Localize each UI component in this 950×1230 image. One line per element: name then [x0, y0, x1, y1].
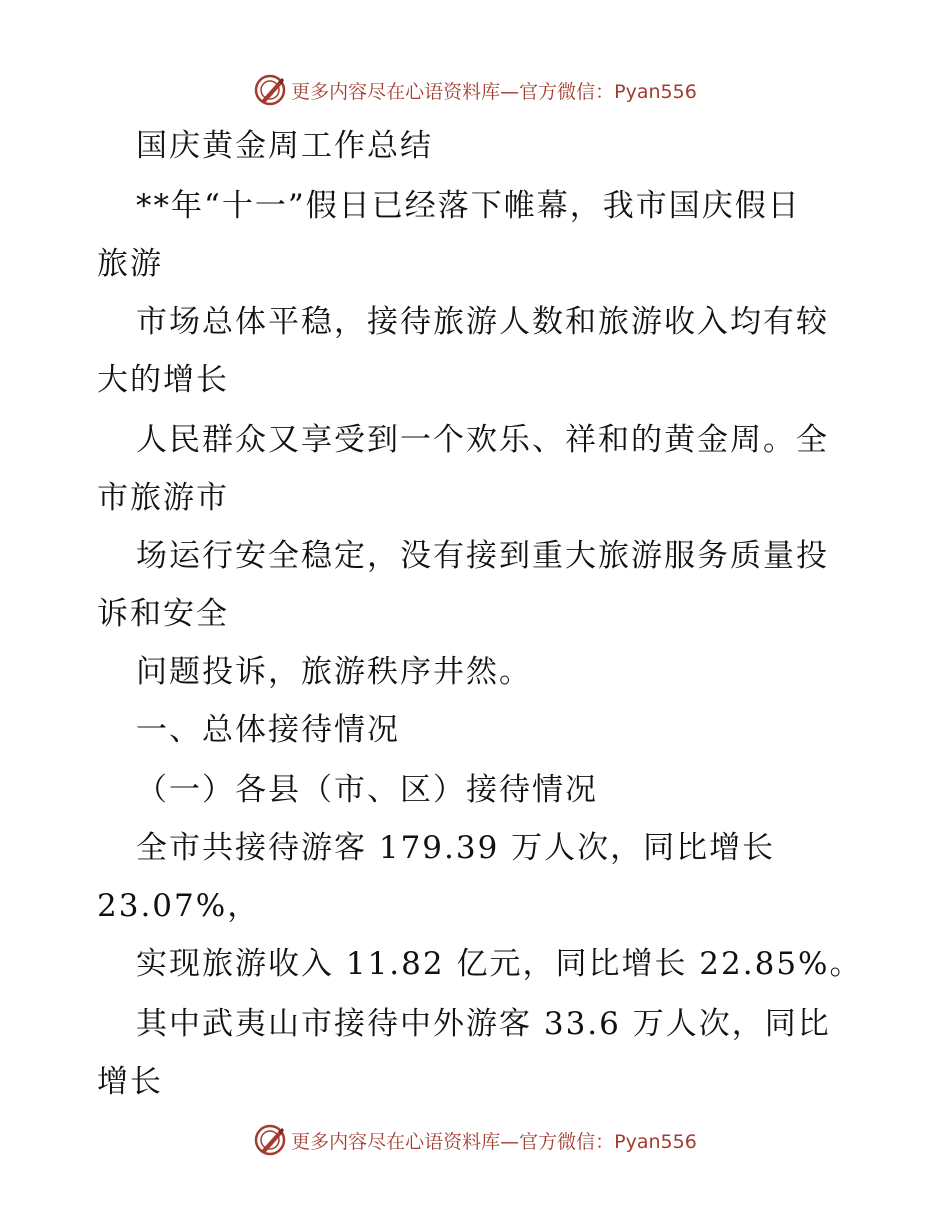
paragraph-line: 23.07%，	[97, 888, 261, 924]
watermark-text: 更多内容尽在心语资料库—官方微信：Pyan556	[291, 80, 697, 103]
paragraph-line: 人民群众又享受到一个欢乐、祥和的黄金周。全	[136, 422, 829, 458]
paragraph-line: 市场总体平稳，接待旅游人数和旅游收入均有较	[136, 304, 829, 340]
paragraph-line: **年“十一”假日已经落下帷幕，我市国庆假日	[136, 188, 801, 224]
paragraph-line: 大的增长	[97, 362, 229, 398]
paragraph-line: 旅游	[97, 246, 163, 282]
paragraph-line: 问题投诉，旅游秩序井然。	[136, 654, 532, 690]
paragraph-line: 实现旅游收入 11.82 亿元，同比增长 22.85%。	[136, 946, 863, 982]
paragraph-line: 其中武夷山市接待中外游客 33.6 万人次，同比	[136, 1006, 831, 1042]
document-title: 国庆黄金周工作总结	[136, 128, 433, 164]
paragraph-line: 市旅游市	[97, 480, 229, 516]
pen-circle-icon	[253, 1123, 287, 1157]
watermark-banner-bottom	[0, 1120, 950, 1160]
paragraph-line: 诉和安全	[97, 596, 229, 632]
section-heading: 一、总体接待情况	[136, 712, 400, 748]
paragraph-line: 场运行安全稳定，没有接到重大旅游服务质量投	[136, 538, 829, 574]
subsection-heading: （一）各县（市、区）接待情况	[136, 772, 598, 808]
pen-circle-icon	[253, 73, 287, 107]
paragraph-line: 全市共接待游客 179.39 万人次，同比增长	[136, 830, 776, 866]
watermark-text: 更多内容尽在心语资料库—官方微信：Pyan556	[291, 1130, 697, 1153]
watermark-banner-top	[0, 70, 950, 110]
paragraph-line: 增长	[97, 1064, 163, 1100]
